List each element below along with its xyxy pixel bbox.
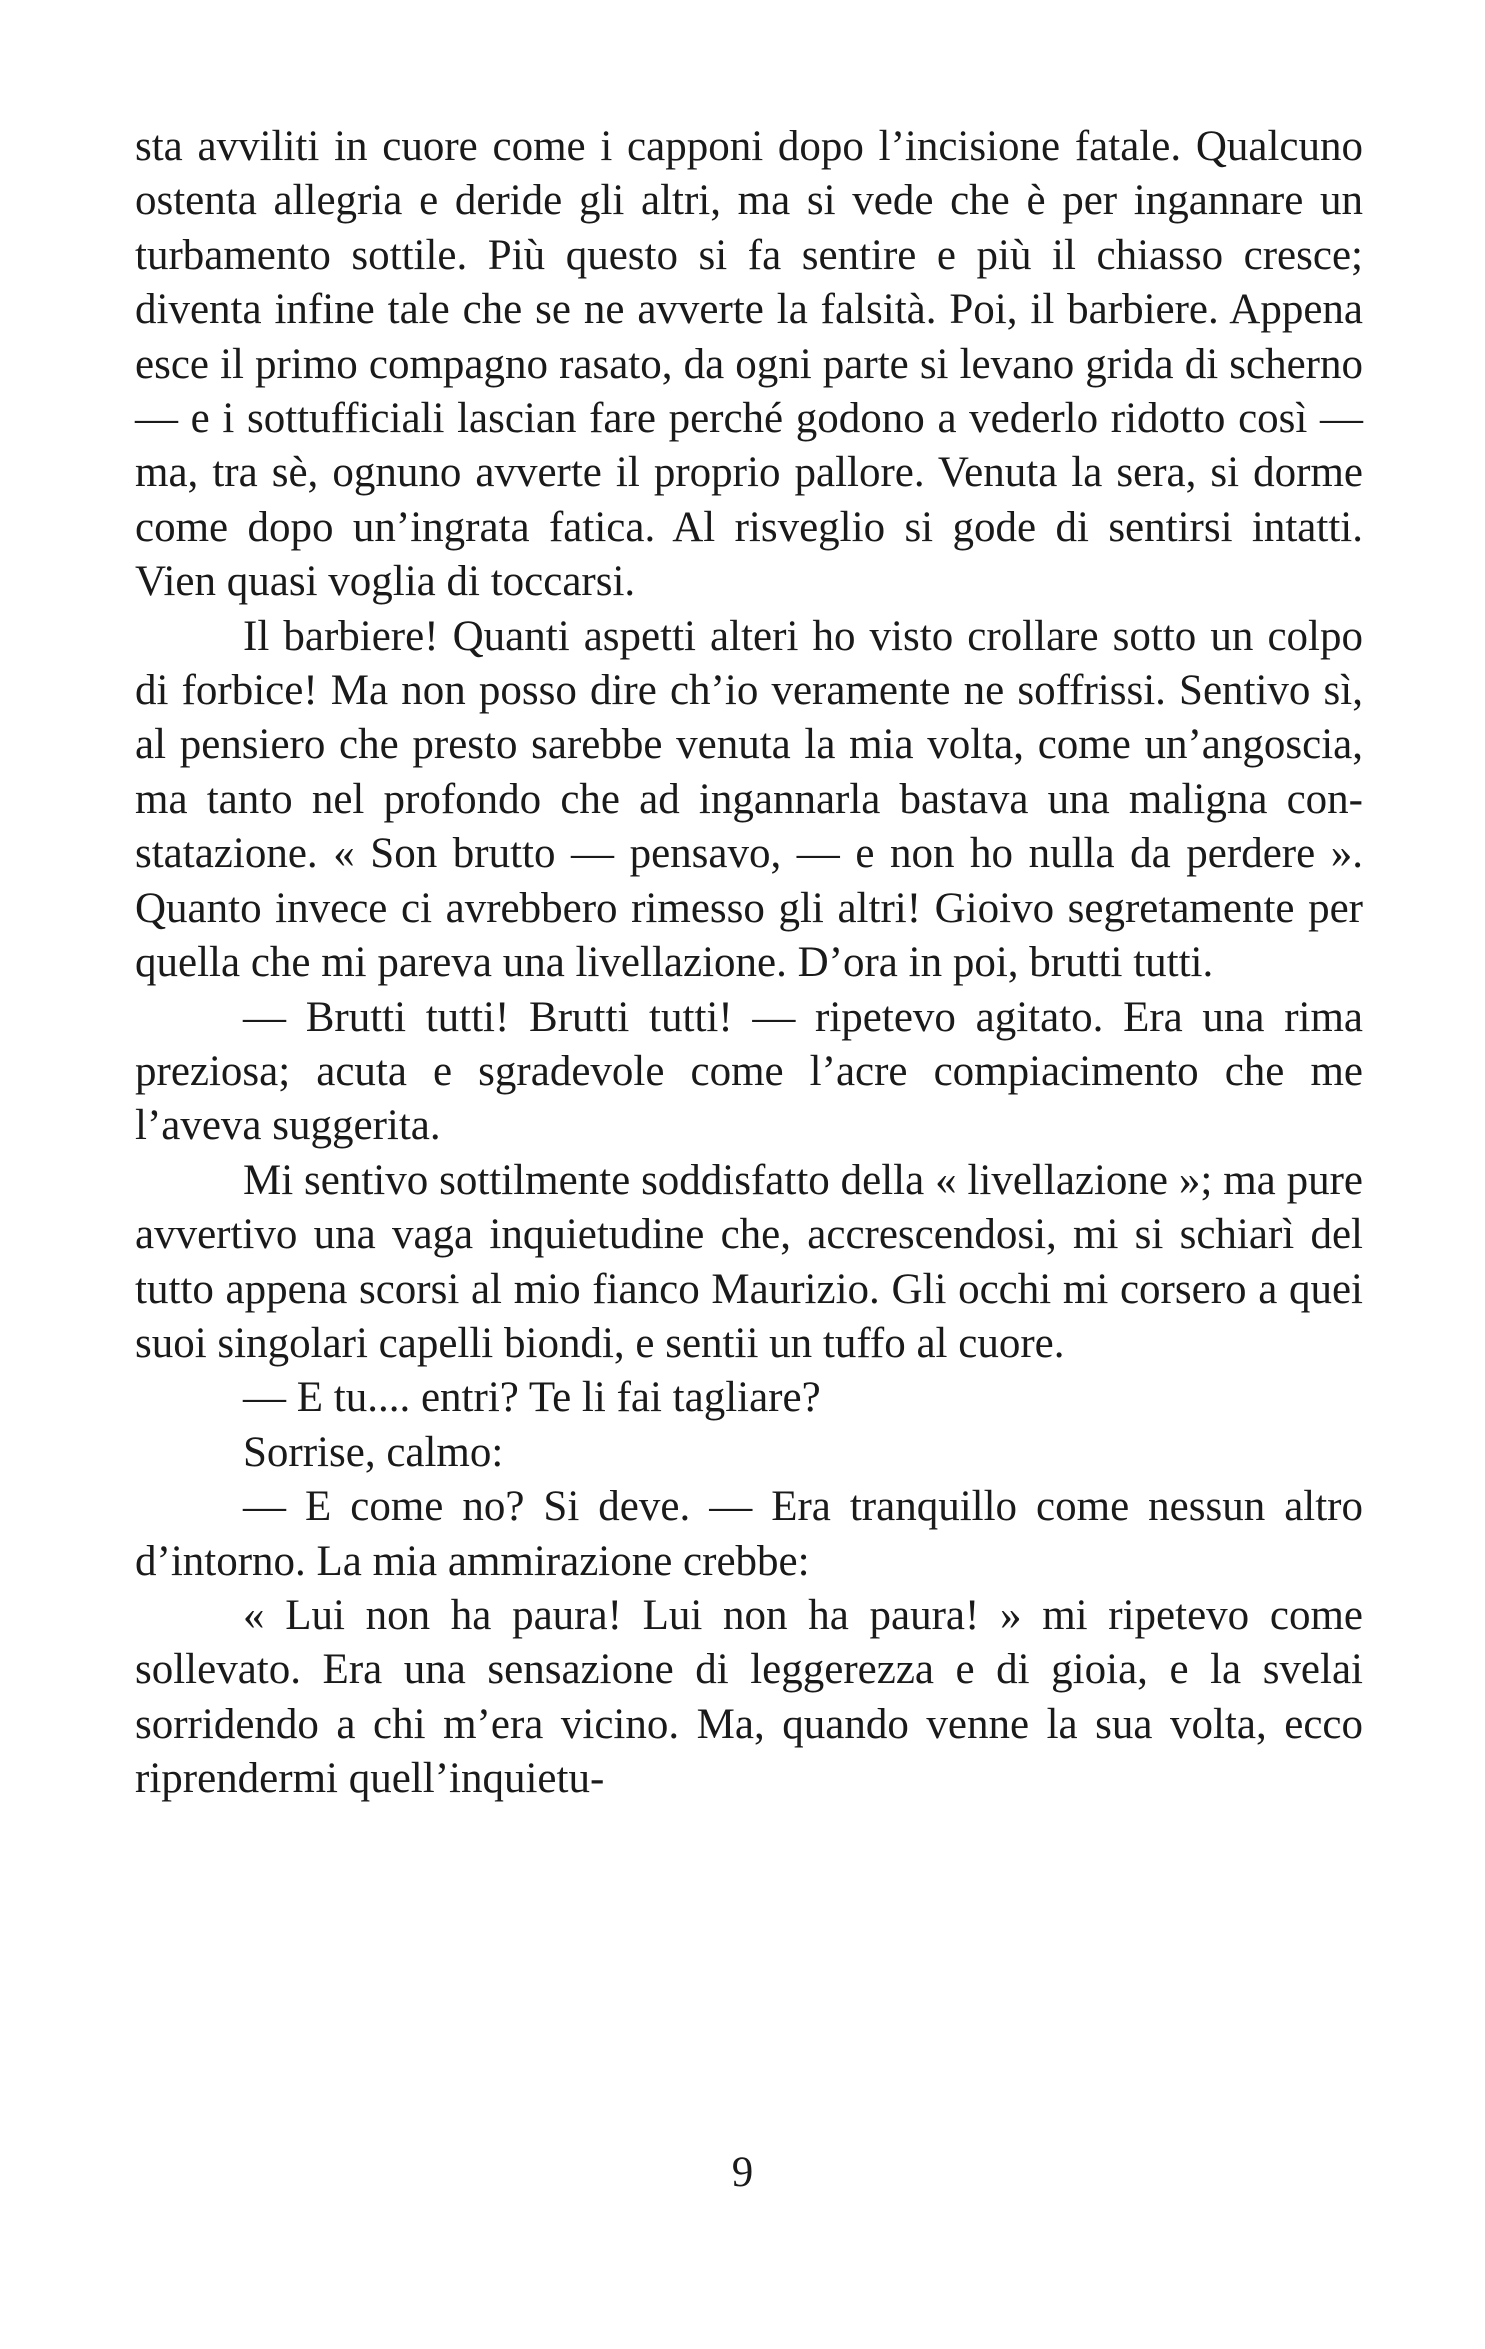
paragraph-5: — E tu.... entri? Te li fai tagliare? bbox=[243, 1374, 821, 1422]
paragraph-7: — E come no? Si deve. — Era tranquillo come nessun altro d’intorno. La mia ammirazione crebbe: bbox=[135, 1483, 1363, 1585]
body-text bbox=[135, 120, 1363, 1807]
paragraph-4: Mi sentivo sottilmente soddisfatto della « livellazione »; ma pure avvertivo una vaga inquietudine che, accrescendosi, mi si schiarì del tutto appena scorsi al mio fianco Maurizio. Gli occhi mi corsero a quei suoi singolari capelli biondi, e sentii un tuffo al cuore. bbox=[135, 1156, 1363, 1367]
paragraph-8: « Lui non ha paura! Lui non ha paura! » mi ripetevo come sollevato. Era una sensazione di leggerezza e di gioia, e la svelai sorridendo a chi m’era vicino. Ma, quando venne la sua volta, ecco riprendermi quell’inquietu- bbox=[135, 1591, 1363, 1803]
paragraph-6: Sorrise, calmo: bbox=[243, 1428, 504, 1476]
paragraph-1: sta avviliti in cuore come i capponi dopo l’incisione fatale. Qualcuno ostenta allegria e deride gli altri, ma si vede che è per ingannare un turbamento sottile. Più questo si fa sentire e più il chiasso cresce; diventa infine tale che se ne avverte la falsità. Poi, il barbiere. Appena esce il primo compagno rasato, da ogni parte si levano grida di scherno — e i sottufficiali lascian fare perché godono a vederlo ridotto così — ma, tra sè, ognuno avverte il proprio pallore. Venuta la sera, si dorme come dopo un’ingrata fatica. Al risveglio si gode di sentirsi intatti. Vien quasi voglia di toccarsi. bbox=[135, 123, 1363, 606]
paragraph-2: Il barbiere! Quanti aspetti alteri ho visto crollare sotto un colpo di forbice! Ma non posso dire ch’io veramente ne soffrissi. Sentivo sì, al pensiero che presto sarebbe venuta la mia volta, come un’angoscia, ma tanto nel profondo che ad ingannarla bastava una maligna constatazione. « Son brutto — pensavo, — e non ho nulla da perdere ». Quanto invece ci avrebbero rimesso gli altri! Gioivo segretamente per quella che mi pareva una livellazione. D’ora in poi, brutti tutti. bbox=[135, 612, 1363, 987]
page-number: 9 bbox=[731, 2149, 754, 2196]
paragraph-3: — Brutti tutti! Brutti tutti! — ripetevo agitato. Era una rima preziosa; acuta e sgradevole come l’acre compiacimento che me l’aveva suggerita. bbox=[135, 993, 1363, 1150]
